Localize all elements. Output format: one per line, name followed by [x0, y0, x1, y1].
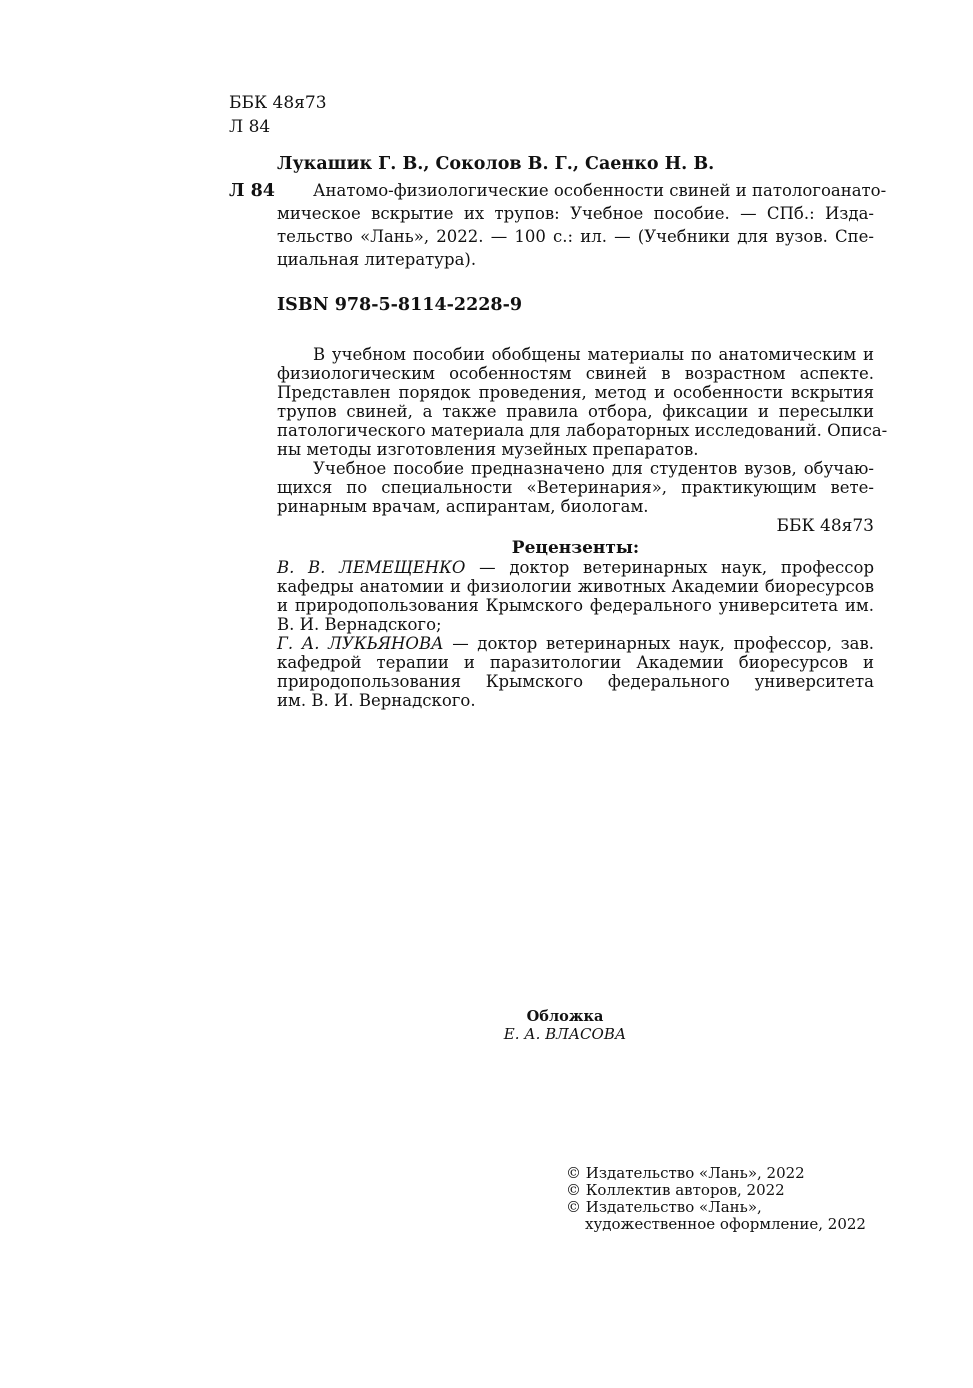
reviewer-title: — доктор ветеринарных наук, профессор [465, 558, 875, 577]
reviewer-line: кафедрой терапии и паразитологии Академии биоресурсов и [277, 653, 874, 672]
cover-label: Обложка [526, 1008, 604, 1025]
reviewer-line: В. И. Вернадского; [277, 615, 442, 634]
reviewers-title: Рецензенты: [511, 538, 640, 558]
annotation-line: щихся по специальности «Ветеринария», практикующим вете- [277, 478, 874, 497]
copyright-line: © Коллектив авторов, 2022 [566, 1181, 785, 1199]
reviewer-name: В. В. ЛЕМЕЩЕНКО [277, 558, 466, 577]
copyright-line: художественное оформление, 2022 [585, 1215, 866, 1233]
annotation-line: ны методы изготовления музейных препаратов. [277, 440, 699, 459]
cover-designer: Е. А. ВЛАСОВА [503, 1025, 627, 1043]
annotation-line: физиологическим особенностям свиней в возрастном аспекте. [277, 364, 874, 383]
bbk-code: ББК 48я73 [229, 93, 327, 113]
reviewer-line: природопользования Крымского федерального университета [277, 672, 874, 691]
reviewer-name: Г. А. ЛУКЬЯНОВА [277, 634, 444, 653]
annotation-line: В учебном пособии обобщены материалы по анатомическим и [313, 345, 874, 364]
annotation-line: трупов свиней, а также правила отбора, фиксации и пересылки [277, 402, 874, 421]
description-line: мическое вскрытие их трупов: Учебное пособие. — СПб.: Изда- [277, 204, 874, 223]
reviewer-line [277, 558, 874, 577]
catalog-mark-bold: Л 84 [229, 181, 275, 201]
reviewer-line: им. В. И. Вернадского. [277, 691, 476, 710]
description-line: циальная литература). [277, 250, 477, 269]
annotation-line: ринарным врачам, аспирантам, биологам. [277, 497, 649, 516]
reviewer-line: кафедры анатомии и физиологии животных Академии биоресурсов [277, 577, 874, 596]
copyright-line: © Издательство «Лань», [566, 1198, 762, 1216]
annotation-line: Учебное пособие предназначено для студентов вузов, обучаю- [313, 459, 874, 478]
catalog-mark: Л 84 [229, 117, 271, 137]
isbn: ISBN 978-5-8114-2228-9 [277, 295, 523, 315]
description-line: Анатомо-физиологические особенности свиней и патологоанато- [313, 181, 887, 200]
reviewer-title: — доктор ветеринарных наук, профессор, зав. [443, 634, 874, 653]
reviewer-line: и природопользования Крымского федерального университета им. [277, 596, 874, 615]
annotation-line: патологического материала для лабораторных исследований. Описа- [277, 421, 888, 440]
annotation-bbk-code: ББК 48я73 [776, 516, 874, 536]
description-line: тельство «Лань», 2022. — 100 с.: ил. — (Учебники для вузов. Спе- [277, 227, 874, 246]
annotation-line: Представлен порядок проведения, метод и особенности вскрытия [277, 383, 874, 402]
authors: Лукашик Г. В., Соколов В. Г., Саенко Н. В. [277, 154, 715, 174]
reviewer-line [277, 634, 874, 653]
copyright-line: © Издательство «Лань», 2022 [566, 1164, 805, 1182]
